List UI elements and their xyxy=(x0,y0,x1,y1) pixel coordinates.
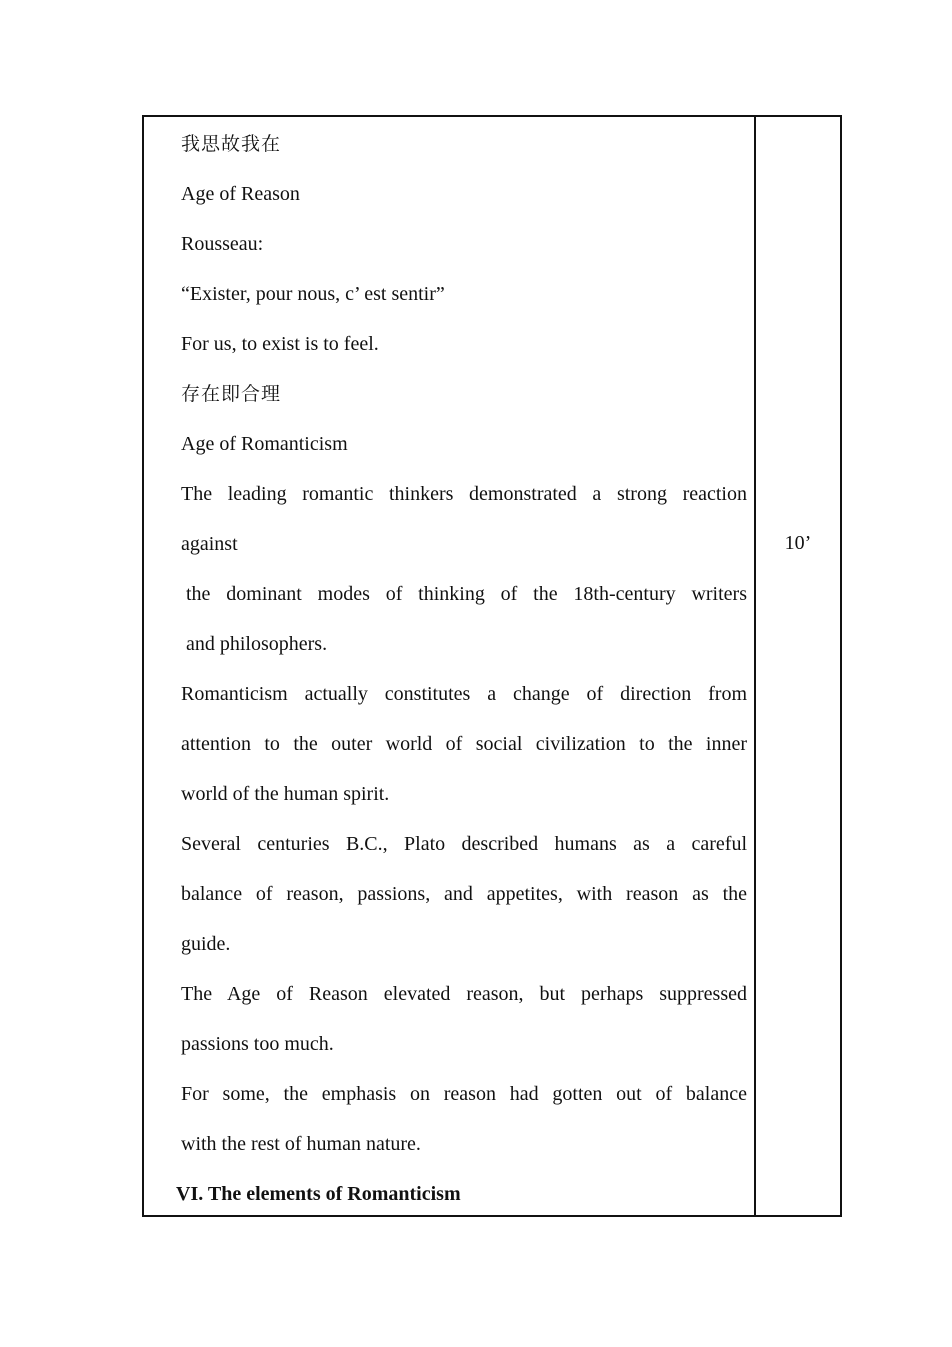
content-line: Rousseau: xyxy=(181,233,264,255)
content-line: passions too much. xyxy=(181,1033,334,1055)
content-line: and philosophers. xyxy=(186,633,328,655)
content-line: with the rest of human nature. xyxy=(181,1133,421,1155)
content-line: 我思故我在 xyxy=(181,133,282,155)
time-allocation: 10’ xyxy=(784,532,812,554)
content-line: For us, to exist is to feel. xyxy=(181,333,379,355)
content-line: “Exister, pour nous, c’ est sentir” xyxy=(181,283,445,305)
content-line: guide. xyxy=(181,933,231,955)
content-line: against xyxy=(181,533,238,555)
time-cell xyxy=(756,117,840,1215)
content-cell xyxy=(144,117,754,1215)
content-line: For some, the emphasis on reason had gotten out of balance xyxy=(181,1083,747,1105)
content-line: the dominant modes of thinking of the 18th-century writers xyxy=(186,583,747,605)
content-line: Romanticism actually constitutes a change of direction from xyxy=(181,683,747,705)
content-line: Several centuries B.C., Plato described humans as a careful xyxy=(181,833,747,855)
content-line: Age of Romanticism xyxy=(181,433,348,455)
content-line: 存在即合理 xyxy=(181,383,282,405)
section-heading: VI. The elements of Romanticism xyxy=(176,1183,461,1205)
content-line: attention to the outer world of social civilization to the inner xyxy=(181,733,747,755)
content-line: The leading romantic thinkers demonstrated a strong reaction xyxy=(181,483,747,505)
content-line: world of the human spirit. xyxy=(181,783,390,805)
lesson-table xyxy=(142,115,842,1217)
content-line: Age of Reason xyxy=(181,183,300,205)
content-line: The Age of Reason elevated reason, but perhaps suppressed xyxy=(181,983,747,1005)
content-line: balance of reason, passions, and appetites, with reason as the xyxy=(181,883,747,905)
